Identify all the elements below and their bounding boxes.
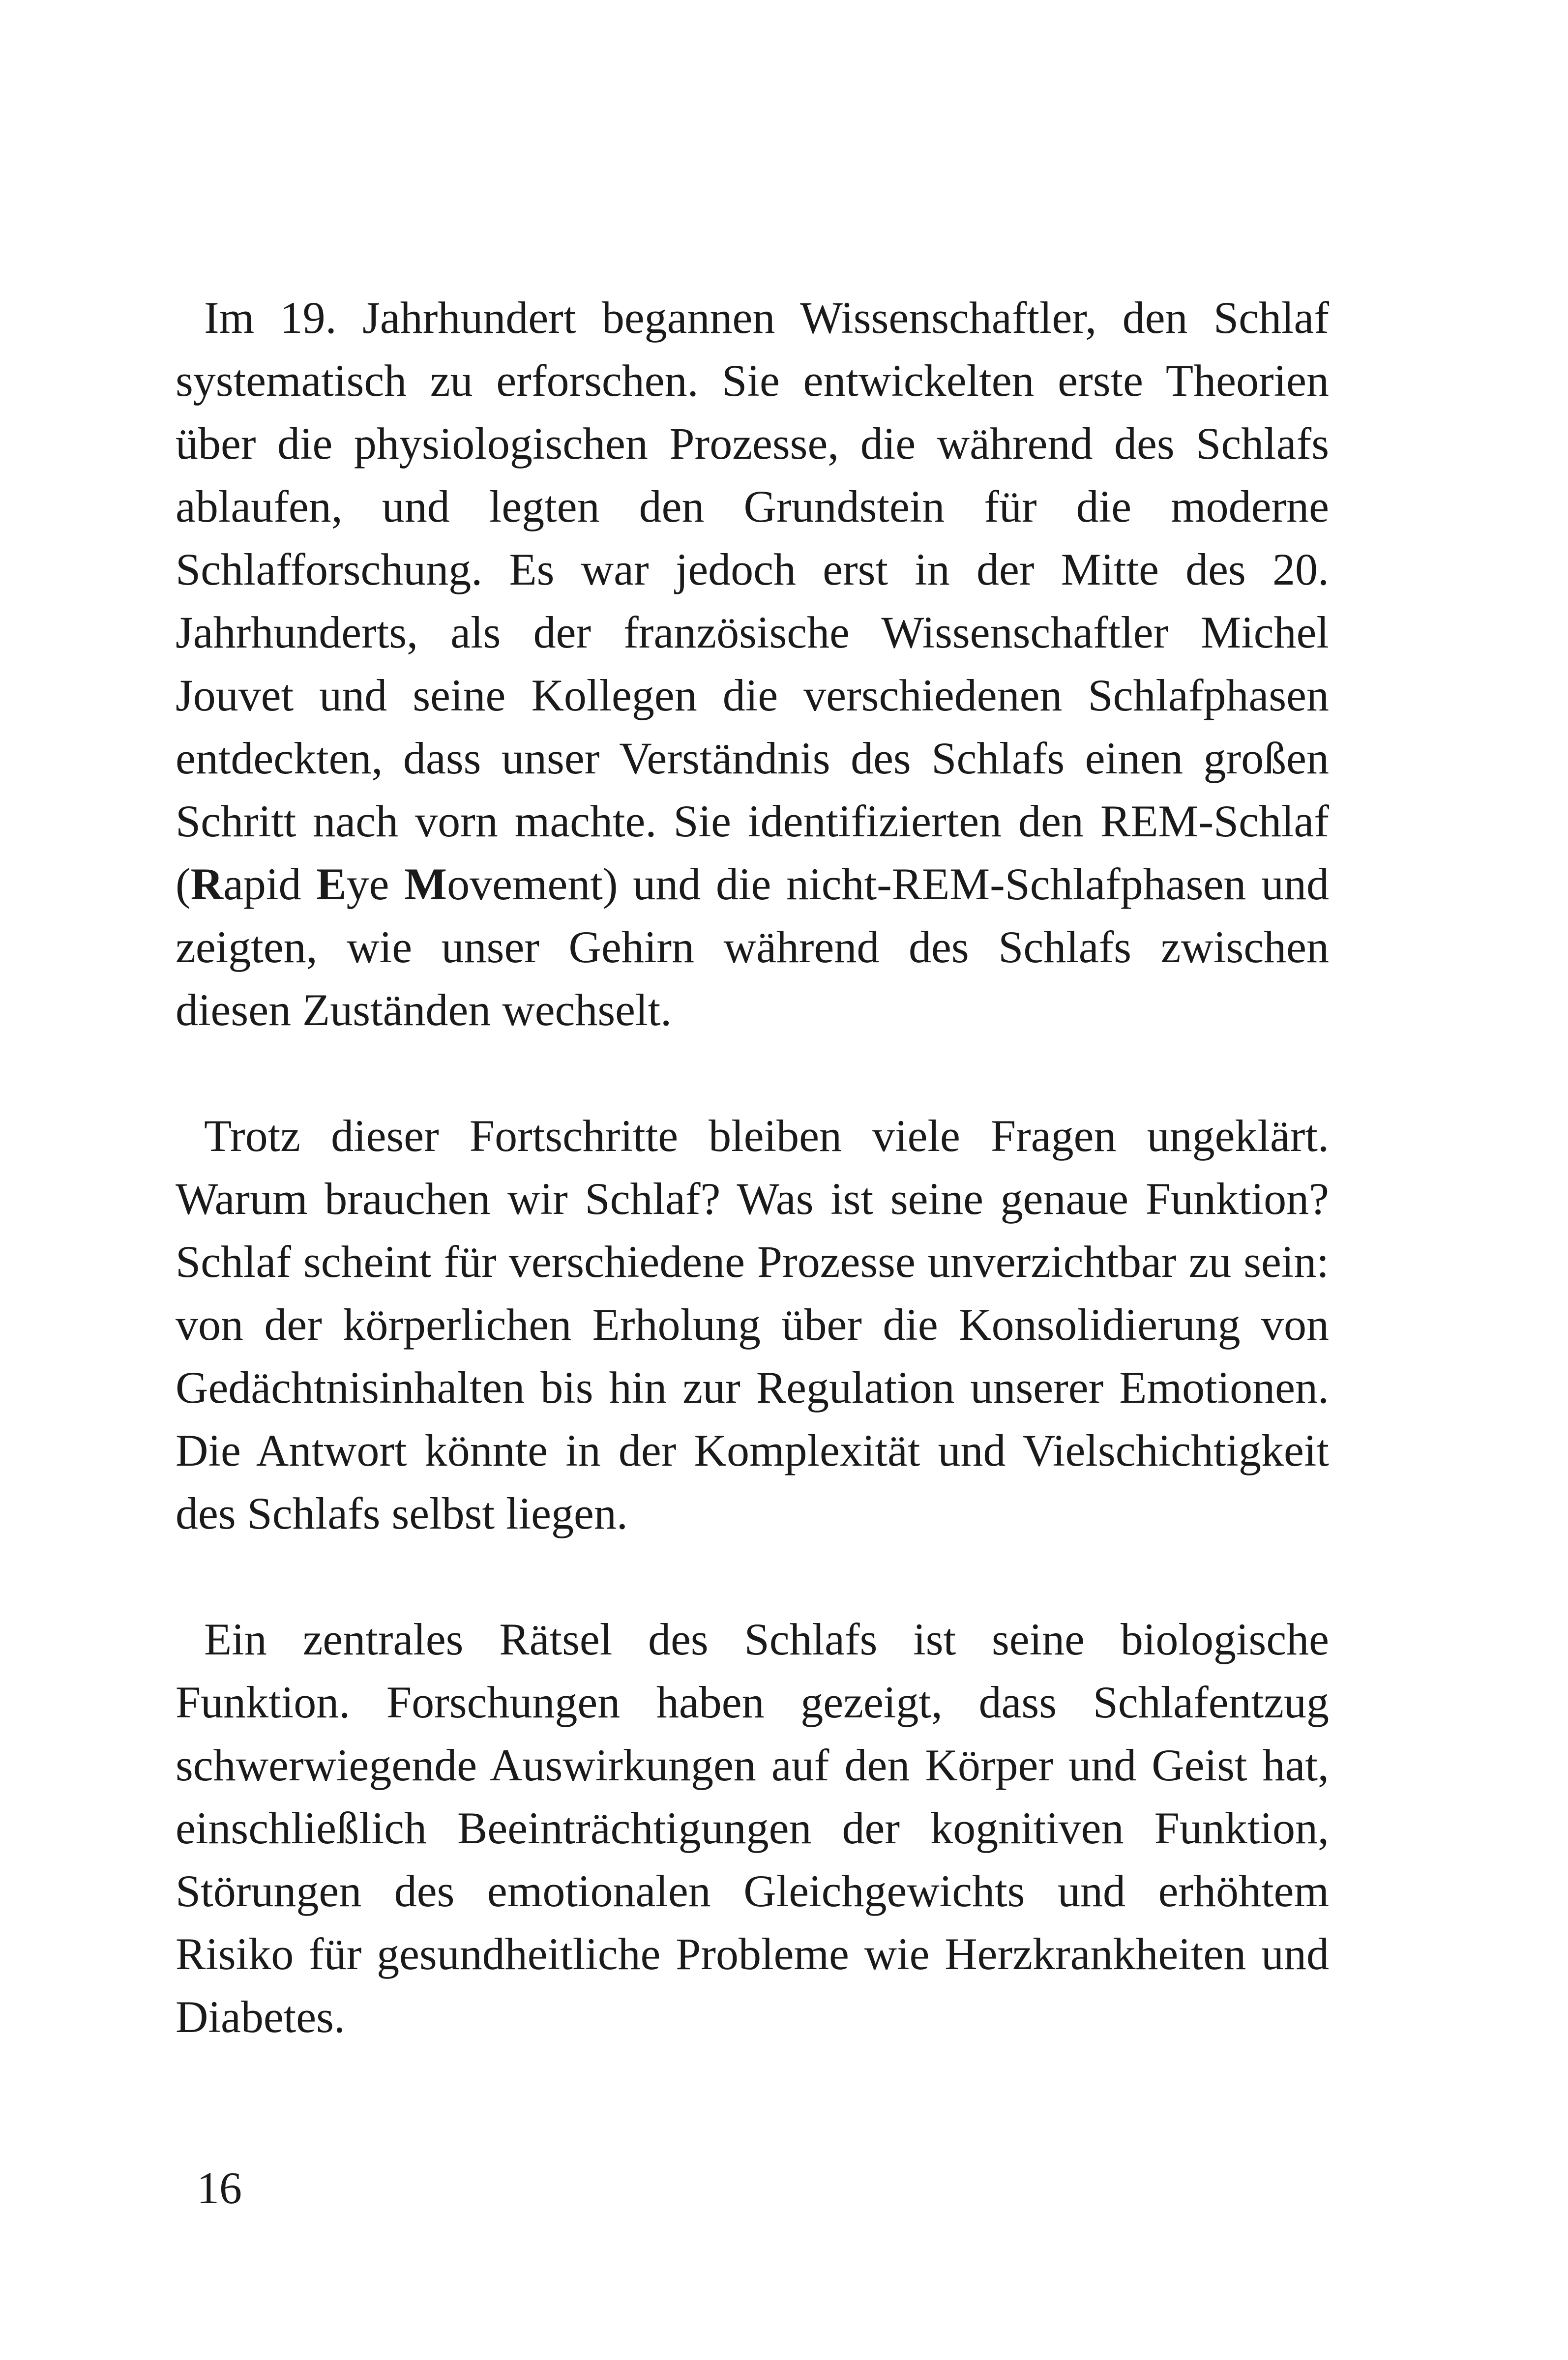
- paragraph-biological-function: [176, 1608, 1329, 2048]
- paragraph-text: Im 19. Jahrhundert begannen Wissenschaftler, den Schlaf systematisch zu erforschen. Sie entwickelten erste Theorien über die physiologischen Prozesse, die während des Schlafs ablaufen, und legten den Grundstein für die moderne Schlafforschung. Es war jedoch erst in der Mitte des 20. Jahrhunderts, als der französische Wissenschaftler Michel Jouvet und seine Kollegen die verschiedenen Schlafphasen entdeckten, dass unser Verständnis des Schlafs einen großen Schritt nach vorn machte. Sie identifizierten den REM-Schlaf (: [176, 293, 1329, 909]
- acronym-letter-m: M: [404, 859, 447, 909]
- paragraph-text: ye: [346, 859, 405, 909]
- acronym-letter-e: E: [316, 859, 347, 909]
- paragraph-text: Trotz dieser Fortschritte bleiben viele Fragen ungeklärt. Warum brauchen wir Schlaf? Was ist seine genaue Funktion? Schlaf scheint für verschiedene Prozesse unverzichtbar zu sein: von der körperlichen Erholung über die Konsolidierung von Gedächtnisinhalten bis hin zur Regulation unserer Emotionen. Die Antwort könnte in der Komplexität und Vielschichtigkeit des Schlafs selbst liegen.: [176, 1111, 1329, 1538]
- paragraph-text: apid: [223, 859, 317, 909]
- acronym-letter-r: R: [190, 859, 224, 909]
- paragraph-text: ovement) und die nicht-REM-Schlafphasen und zeigten, wie unser Gehirn während des Schlafs zwischen diesen Zuständen wechselt.: [176, 859, 1329, 1035]
- paragraph-open-questions: [176, 1104, 1329, 1545]
- paragraph-sleep-research-history: [176, 286, 1329, 1041]
- page-number: 16: [197, 2163, 242, 2213]
- paragraph-text: Ein zentrales Rätsel des Schlafs ist seine biologische Funktion. Forschungen haben gezeigt, dass Schlafentzug schwerwiegende Auswirkungen auf den Körper und Geist hat, einschließlich Beeinträchtigungen der kognitiven Funktion, Störungen des emotionalen Gleichgewichts und erhöhtem Risiko für gesundheitliche Probleme wie Herzkrankheiten und Diabetes.: [176, 1614, 1329, 2042]
- body-text: [176, 286, 1329, 2048]
